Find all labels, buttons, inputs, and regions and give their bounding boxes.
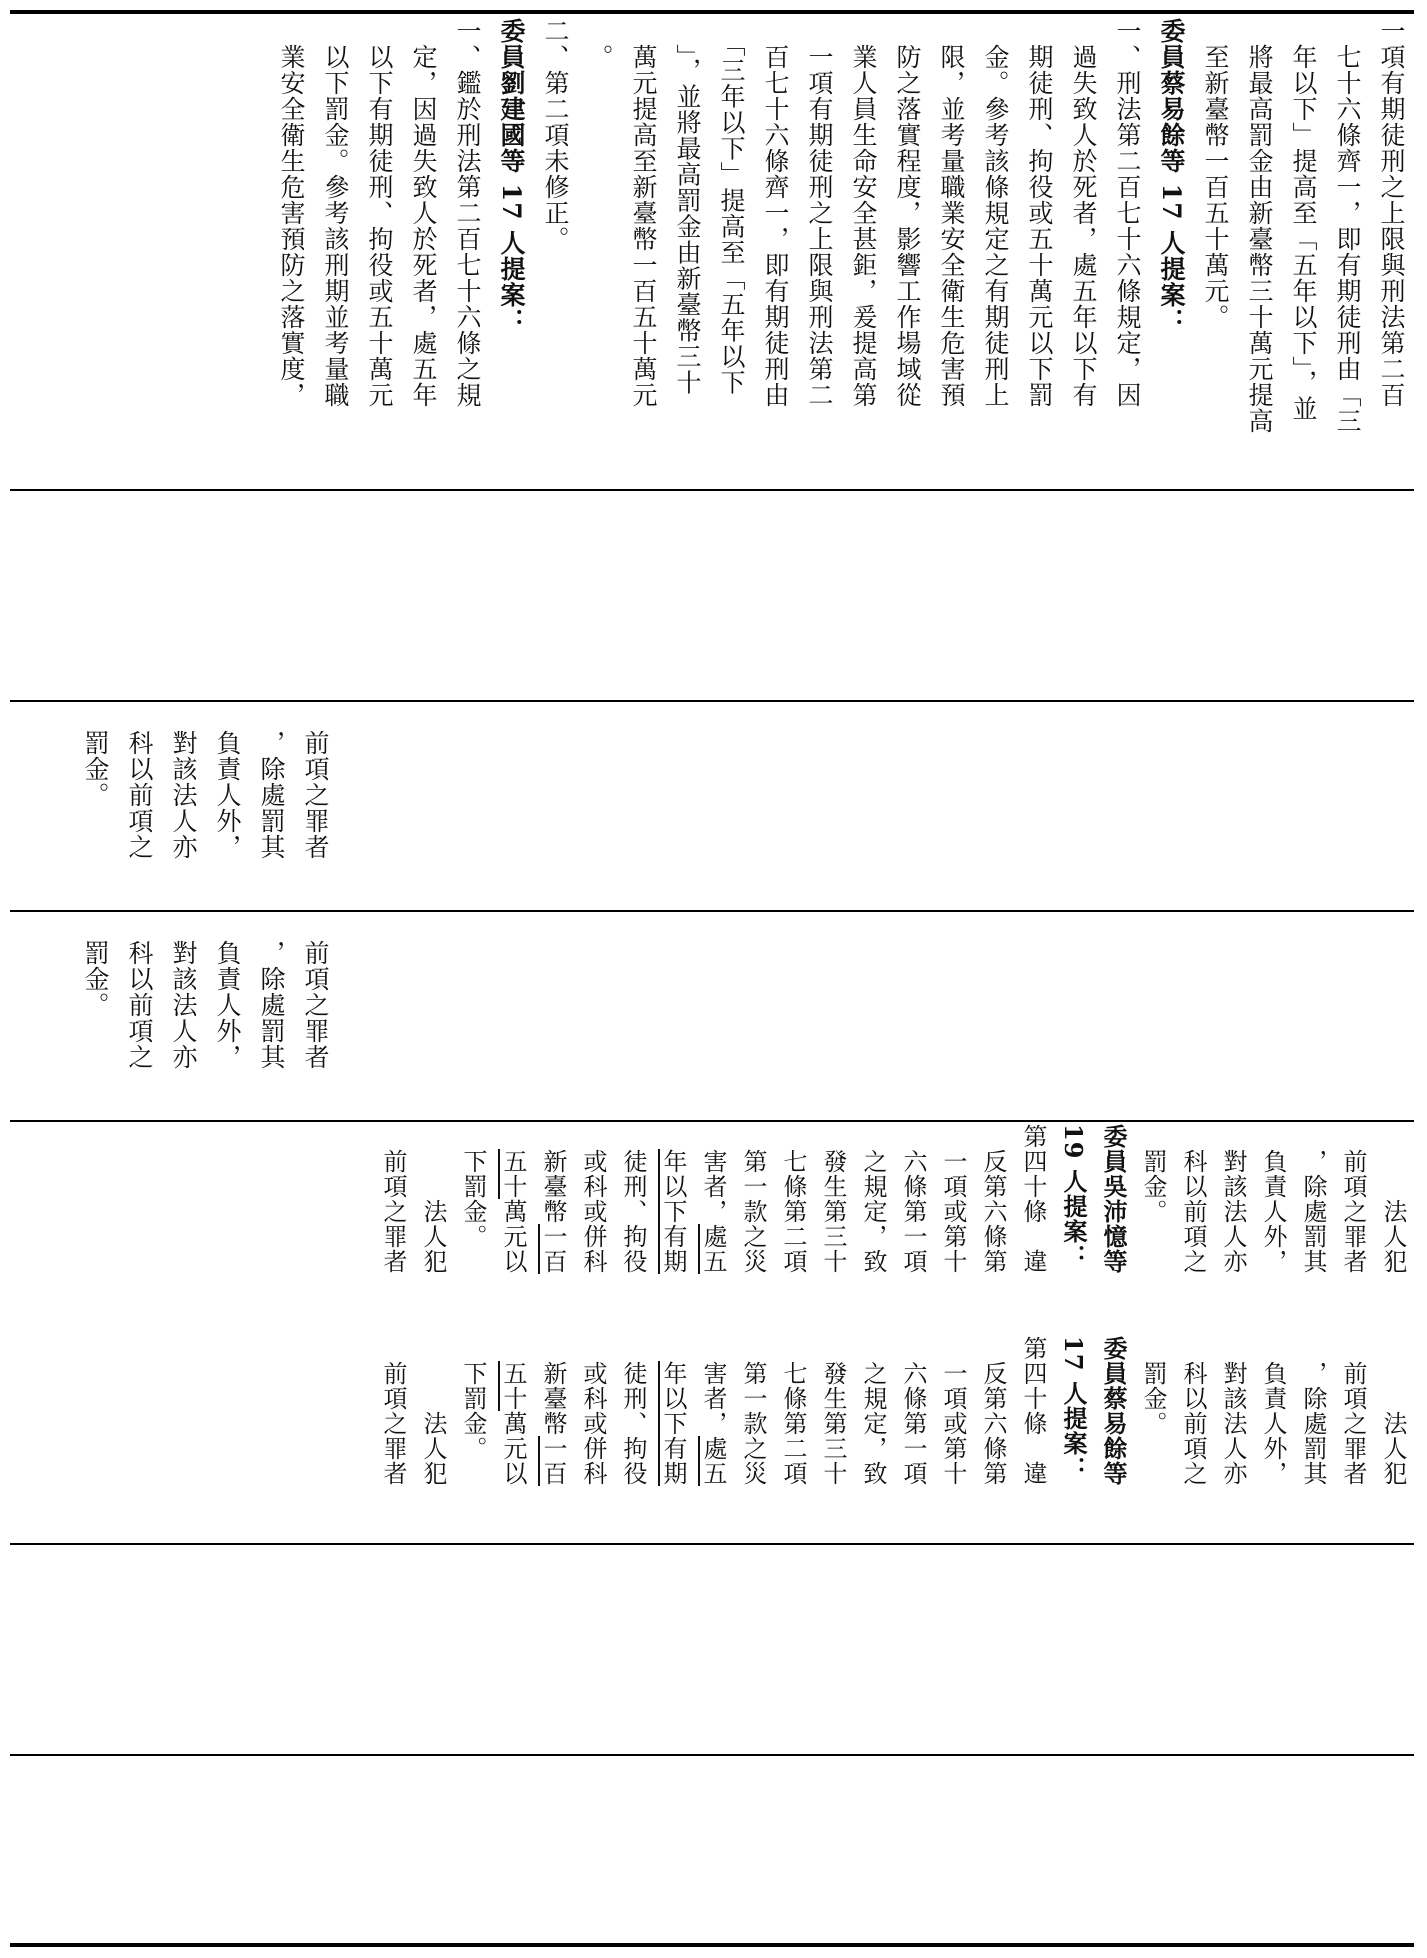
row-divider-1 <box>10 489 1414 491</box>
reason-text <box>269 18 1413 484</box>
text-fragment: 萬元以 <box>499 1411 527 1486</box>
amended-text: 五十 <box>499 1149 527 1199</box>
reason-line: 期徒刑、拘役或五十萬元以下罰 <box>1025 18 1054 408</box>
article-line: 第一款之災 <box>739 1336 767 1486</box>
article-line: 發生第三十 <box>819 1124 847 1274</box>
reason-line: 二、第二項未修正。 <box>541 18 570 252</box>
article-line: 第一款之災 <box>739 1124 767 1274</box>
article-line: 前項之罪者 <box>379 1336 407 1486</box>
reason-line: 業安全衛生危害預防之落實度， <box>277 18 306 408</box>
row-divider-6 <box>10 1754 1414 1756</box>
article-line: 反第六條第 <box>979 1336 1007 1486</box>
reason-line: 年以下」提高至「五年以下」，並 <box>1289 18 1318 422</box>
article-line: 罰金。 <box>1139 1336 1167 1436</box>
article-cell-a <box>73 704 337 904</box>
article-line: 科以前項之 <box>125 914 154 1070</box>
article-line: 之規定，致 <box>859 1336 887 1486</box>
article-line: 七條第二項 <box>779 1124 807 1274</box>
text-fragment <box>659 1336 687 1361</box>
reason-line: 以下罰金。參考該刑期並考量職 <box>321 18 350 408</box>
reason-line: 」，並將最高罰金由新臺幣三十 <box>673 18 702 396</box>
reason-line: 「三年以下」提高至「五年以下 <box>717 18 746 396</box>
article-line <box>493 1124 533 1332</box>
reason-line: 防之落實程度，影響工作場域從 <box>893 18 922 408</box>
article-line: 六條第一項 <box>899 1336 927 1486</box>
amended-text: 五十 <box>499 1361 527 1411</box>
article-line: 負責人外， <box>1259 1124 1287 1274</box>
article-line: 七條第二項 <box>779 1336 807 1486</box>
row-divider-2 <box>10 700 1414 702</box>
article-line: 徒刑、拘役 <box>619 1336 647 1486</box>
article-line: 下罰金。 <box>459 1336 487 1461</box>
top-rule <box>10 10 1414 14</box>
proposal-heading-cai: 委員蔡易餘等 <box>1099 1336 1128 1486</box>
article-line <box>693 1336 733 1538</box>
bottom-rule <box>10 1943 1414 1947</box>
proposal-heading-liu: 委員劉建國等 17 人提案： <box>497 18 526 335</box>
reason-line: 百七十六條齊一，即有期徒刑由 <box>761 18 790 408</box>
article-line: 徒刑、拘役 <box>619 1124 647 1274</box>
article-line: 前項之罪者 <box>301 704 330 860</box>
article-line: 六條第一項 <box>899 1124 927 1274</box>
reason-line: 一項有期徒刑之上限與刑法第二百 <box>1377 18 1406 408</box>
reason-line: 定，因過失致人於死者，處五年 <box>409 18 438 408</box>
proposal-heading-cai: 委員蔡易餘等 17 人提案： <box>1157 18 1186 335</box>
reason-line: 業人員生命安全甚鉅，爰提高第 <box>849 18 878 408</box>
article-cell-b <box>73 914 337 1114</box>
amended-text: 一百 <box>539 1224 567 1274</box>
amended-text: 年以下有期 <box>659 1149 687 1274</box>
article-line: 科以前項之 <box>125 704 154 860</box>
reason-line: 一項有期徒刑之上限與刑法第二 <box>805 18 834 408</box>
text-fragment <box>499 1124 527 1149</box>
reason-line: 一、鑑於刑法第二百七十六條之規 <box>453 18 482 408</box>
article-line: 罰金。 <box>81 704 110 808</box>
proposal-column-cai <box>373 1336 1413 1538</box>
reason-line: 以下有期徒刑、拘役或五十萬元 <box>365 18 394 408</box>
article-line: 負責人外， <box>213 914 242 1070</box>
article-line: 法人犯 <box>419 1336 447 1486</box>
article-line: 或科或併科 <box>579 1336 607 1486</box>
reason-line: 萬元提高至新臺幣一百五十萬元 <box>629 18 658 408</box>
article-line <box>653 1124 693 1332</box>
article-line: 前項之罪者 <box>301 914 330 1070</box>
amended-text: 年以下有期 <box>659 1361 687 1486</box>
text-fragment <box>499 1336 527 1361</box>
reason-line: 限，並考量職業安全衛生危害預 <box>937 18 966 408</box>
article-line: 第四十條 違 <box>1019 1336 1047 1486</box>
article-line <box>493 1336 533 1538</box>
reason-line: 七十六條齊一，即有期徒刑由「三 <box>1333 18 1362 434</box>
proposal-heading-wu: 委員吳沛憶等 <box>1099 1124 1128 1274</box>
article-line: 之規定，致 <box>859 1124 887 1274</box>
article-line: 法人犯 <box>419 1124 447 1274</box>
article-line: 下罰金。 <box>459 1124 487 1249</box>
article-line: 對該法人亦 <box>1219 1336 1247 1486</box>
amended-text: 一百 <box>539 1436 567 1486</box>
article-line: ，除處罰其 <box>257 914 286 1070</box>
article-line: 第四十條 違 <box>1019 1124 1047 1274</box>
row-divider-5 <box>10 1543 1414 1545</box>
article-line: 對該法人亦 <box>169 704 198 860</box>
article-line: 罰金。 <box>1139 1124 1167 1224</box>
text-fragment: 新臺幣 <box>539 1124 567 1224</box>
article-line: 前項之罪者 <box>1339 1336 1367 1486</box>
row-divider-4 <box>10 1120 1414 1122</box>
article-line: 對該法人亦 <box>1219 1124 1247 1274</box>
article-line: 法人犯 <box>1379 1124 1407 1274</box>
amended-text: 處五 <box>699 1224 727 1274</box>
article-line <box>693 1124 733 1332</box>
article-line: 負責人外， <box>213 704 242 860</box>
reason-line: 過失致人於死者，處五年以下有 <box>1069 18 1098 408</box>
text-fragment: 害者， <box>699 1336 727 1436</box>
article-line: 負責人外， <box>1259 1336 1287 1486</box>
article-line: ，除處罰其 <box>257 704 286 860</box>
article-line: 反第六條第 <box>979 1124 1007 1274</box>
article-line: 一項或第十 <box>939 1336 967 1486</box>
article-line <box>653 1336 693 1538</box>
article-line: 或科或併科 <box>579 1124 607 1274</box>
article-line: 科以前項之 <box>1179 1124 1207 1274</box>
article-line: 一項或第十 <box>939 1124 967 1274</box>
reason-line: 一、刑法第二百七十六條規定，因 <box>1113 18 1142 408</box>
article-line: 罰金。 <box>81 914 110 1018</box>
proposal-heading-wu-count: 19 人提案： <box>1059 1124 1088 1269</box>
reason-line: 金。參考該條規定之有期徒刑上 <box>981 18 1010 408</box>
article-line: 法人犯 <box>1379 1336 1407 1486</box>
text-fragment: 新臺幣 <box>539 1336 567 1436</box>
article-line: ，除處罰其 <box>1299 1124 1327 1274</box>
reason-line: 至新臺幣一百五十萬元。 <box>1201 18 1230 330</box>
text-fragment: 萬元以 <box>499 1199 527 1274</box>
article-line: 前項之罪者 <box>1339 1124 1367 1274</box>
article-line <box>533 1336 573 1538</box>
row-divider-3 <box>10 910 1414 912</box>
article-line: 發生第三十 <box>819 1336 847 1486</box>
text-fragment: 害者， <box>699 1124 727 1224</box>
proposal-heading-cai-count: 17 人提案： <box>1059 1336 1088 1481</box>
reason-line: 將最高罰金由新臺幣三十萬元提高 <box>1245 18 1274 434</box>
article-line: 對該法人亦 <box>169 914 198 1070</box>
proposal-column-wu <box>373 1124 1413 1332</box>
article-line <box>533 1124 573 1332</box>
article-line: 科以前項之 <box>1179 1336 1207 1486</box>
amended-text: 處五 <box>699 1436 727 1486</box>
article-line: 前項之罪者 <box>379 1124 407 1274</box>
text-fragment <box>659 1124 687 1149</box>
article-line: ，除處罰其 <box>1299 1336 1327 1486</box>
reason-line: 。 <box>585 18 614 70</box>
